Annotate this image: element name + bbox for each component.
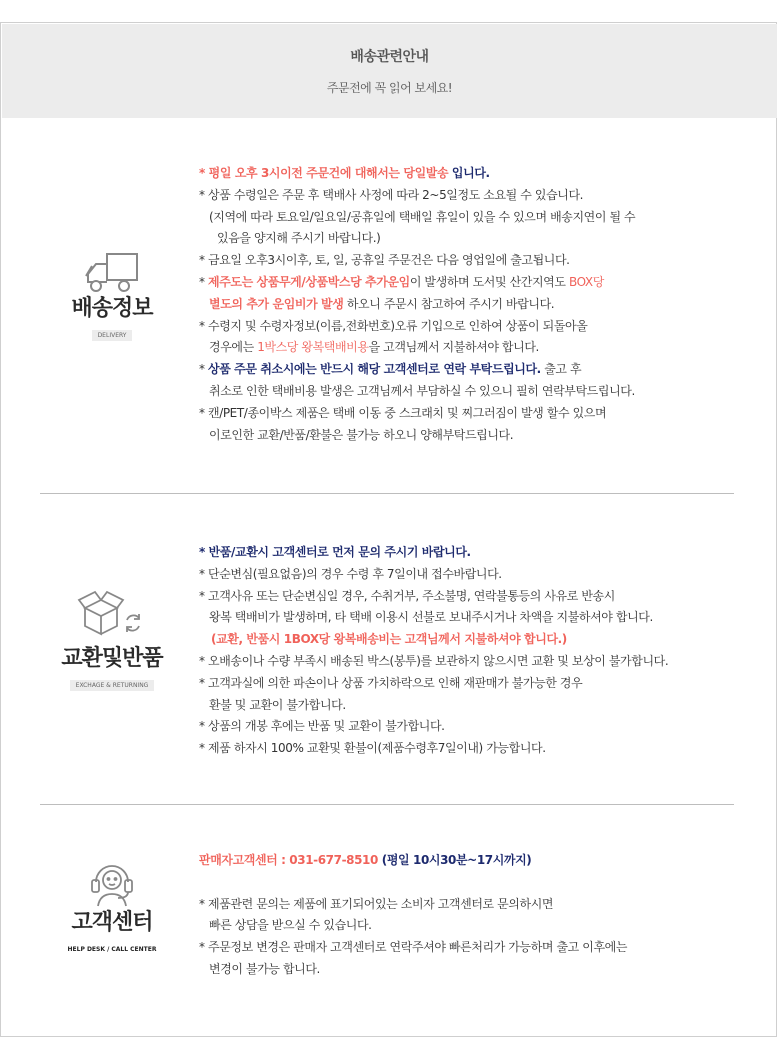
list-item: * 단순변심(필요없음)의 경우 수령 후 7일이내 접수바랍니다. <box>199 566 502 581</box>
list-item: (지역에 따라 토요일/일요일/공휴일에 택배일 휴일이 있을 수 있으며 배송지연이 될 수 <box>209 209 636 224</box>
exchange-heading: 교환및반품 <box>61 646 163 671</box>
list-item: 변경이 불가능 합니다. <box>209 961 320 976</box>
list-item: 별도의 추가 운임비가 발생 하오니 주문시 참고하여 주시기 바랍니다. <box>209 296 555 311</box>
list-item: 판매자고객센터 : 031-677-8510 (평일 10시30분~17시까지) <box>199 853 532 867</box>
list-item: * 고객과실에 의한 파손이나 상품 가치하락으로 인해 재판매가 불가능한 경우 <box>199 675 583 690</box>
list-item: * 제품 하자시 100% 교환및 환불이(제품수령후7일이내) 가능합니다. <box>199 741 546 756</box>
list-item: (교환, 반품시 1BOX당 왕복배송비는 고객님께서 지불하셔야 합니다.) <box>211 632 567 647</box>
list-item: * 고객사유 또는 단순변심일 경우, 수취거부, 주소불명, 연락불통등의 사유로 반송시 <box>199 588 615 603</box>
service-heading: 고객센터 <box>71 910 153 935</box>
delivery-heading-sub: DELIVERY <box>92 330 133 341</box>
page-subtitle: 주문전에 꼭 읽어 보세요! <box>326 81 453 95</box>
delivery-icon-block <box>52 250 172 341</box>
service-heading-sub: HELP DESK / CALL CENTER <box>67 946 157 953</box>
list-item: * 제품관련 문의는 제품에 표기되어있는 소비자 고객센터로 문의하시면 <box>199 896 554 911</box>
exchange-heading-sub: EXCHAGE & RETURNING <box>70 680 155 691</box>
list-item: * 캔/PET/종이박스 제품은 택배 이동 중 스크래치 및 찌그러짐이 발생 할수 있으며 <box>199 405 607 420</box>
exchange-text <box>199 542 759 760</box>
phone-number: 판매자고객센터 : 031-677-8510 <box>199 853 378 867</box>
list-item: * 평일 오후 3시이전 주문건에 대해서는 당일발송 입니다. <box>199 166 490 180</box>
list-item: 환불 및 교환이 불가합니다. <box>209 697 346 712</box>
list-item: 있음을 양지해 주시기 바랍니다.) <box>217 231 381 246</box>
list-item: * 오배송이나 수량 부족시 배송된 박스(봉투)를 보관하지 않으시면 교환 및 보상이 불가합니다. <box>199 653 669 668</box>
list-item: 이로인한 교환/반품/환불은 불가능 하오니 양해부탁드립니다. <box>209 427 514 442</box>
list-item: * 금요일 오후3시이후, 토, 일, 공휴일 주문건은 다음 영업일에 출고됩니다. <box>199 253 570 268</box>
list-item: 왕복 택배비가 발생하며, 타 택배 이용시 선불로 보내주시거나 차액을 지불하셔야 합니다. <box>209 610 653 625</box>
list-item: 취소로 인한 택배비용 발생은 고객님께서 부담하실 수 있으니 필히 연락부탁드립니다. <box>209 383 635 398</box>
list-item: * 반품/교환시 고객센터로 먼저 문의 주시기 바랍니다. <box>199 545 471 559</box>
list-item: * 상품 주문 취소시에는 반드시 해당 고객센터로 연락 부탁드립니다. 출고 후 <box>199 362 582 377</box>
section-divider <box>40 804 734 805</box>
delivery-text <box>199 163 759 446</box>
service-text <box>199 850 759 981</box>
list-item: 경우에는 1박스당 왕복택배비용을 고객님께서 지불하셔야 합니다. <box>209 340 539 355</box>
list-item: 빠른 상담을 받으실 수 있습니다. <box>209 918 372 933</box>
list-item: * 수령지 및 수령자정보(이름,전화번호)오류 기입으로 인하여 상품이 되돌아올 <box>199 318 588 333</box>
exchange-icon-block <box>52 590 172 691</box>
list-item: * 제주도는 상품무게/상품박스당 추가운임이 발생하며 도서및 산간지역도 BOX당 <box>199 274 604 289</box>
page-title: 배송관련안내 <box>350 49 429 65</box>
headset-icon <box>86 858 138 908</box>
section-divider <box>40 493 734 494</box>
service-icon-block <box>52 858 172 955</box>
header <box>2 24 777 118</box>
spacer <box>199 872 759 894</box>
delivery-heading: 배송정보 <box>71 296 153 321</box>
list-item: * 주문정보 변경은 판매자 고객센터로 연락주셔야 빠른처리가 가능하며 출고 이후에는 <box>199 940 628 955</box>
boxes-return-icon <box>77 590 147 642</box>
list-item: * 상품의 개봉 후에는 반품 및 교환이 불가합니다. <box>199 719 445 734</box>
list-item: * 상품 수령일은 주문 후 택배사 사정에 따라 2~5일정도 소요될 수 있습니다. <box>199 187 584 202</box>
truck-icon <box>82 250 142 296</box>
